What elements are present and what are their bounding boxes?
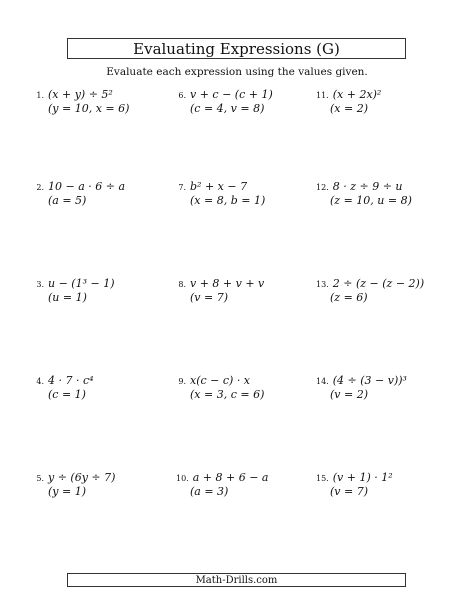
problem-expression: (x + y) ÷ 5² (48, 88, 113, 101)
worksheet-title-text: Evaluating Expressions (G) (133, 39, 340, 58)
problem-values: (v = 7) (190, 291, 229, 304)
problem-expression: a + 8 + 6 − a (192, 471, 269, 484)
problem-number: 2. (36, 183, 44, 192)
problem-15 (316, 471, 456, 498)
problem-number: 1. (36, 91, 44, 100)
problem-expression: x(c − c) · x (190, 374, 251, 387)
worksheet-title (67, 38, 406, 59)
problem-values: (y = 1) (48, 485, 87, 498)
instructions: Evaluate each expression using the values given. (106, 66, 368, 78)
problem-expression: 8 · z ÷ 9 ÷ u (332, 180, 403, 193)
problem-number: 13. (316, 280, 329, 289)
problem-1 (34, 88, 174, 115)
problem-values: (u = 1) (48, 291, 87, 304)
problem-number: 12. (316, 183, 329, 192)
problem-10 (176, 471, 316, 498)
problem-13 (316, 277, 456, 304)
problem-7 (176, 180, 316, 207)
problem-expression: 10 − a · 6 ÷ a (48, 180, 126, 193)
problem-3 (34, 277, 174, 304)
problem-expression: v + 8 + v + v (190, 277, 265, 290)
problem-values: (c = 4, v = 8) (190, 102, 265, 115)
problem-values: (a = 5) (48, 194, 87, 207)
problem-values: (y = 10, x = 6) (48, 102, 130, 115)
problem-5 (34, 471, 174, 498)
problem-values: (v = 7) (330, 485, 369, 498)
problem-values: (z = 6) (330, 291, 368, 304)
problem-expression: (x + 2x)² (332, 88, 382, 101)
problem-expression: (v + 1) · 1² (332, 471, 393, 484)
problem-expression: b² + x − 7 (190, 180, 248, 193)
problem-number: 10. (176, 474, 189, 483)
problem-number: 4. (36, 377, 44, 386)
problem-values: (v = 2) (330, 388, 369, 401)
problem-number: 8. (178, 280, 186, 289)
problem-14 (316, 374, 456, 401)
problem-9 (176, 374, 316, 401)
problem-number: 9. (178, 377, 186, 386)
problem-values: (c = 1) (48, 388, 86, 401)
problem-expression: 2 ÷ (z − (z − 2)) (332, 277, 425, 290)
problem-number: 5. (36, 474, 44, 483)
problem-4 (34, 374, 174, 401)
problem-number: 6. (178, 91, 186, 100)
problem-number: 11. (316, 91, 329, 100)
problem-number: 14. (316, 377, 329, 386)
problem-expression: (4 ÷ (3 − v))³ (332, 374, 407, 387)
problem-number: 3. (36, 280, 44, 289)
problem-values: (x = 3, c = 6) (190, 388, 265, 401)
problem-values: (x = 8, b = 1) (190, 194, 266, 207)
problem-11 (316, 88, 456, 115)
problem-values: (x = 2) (330, 102, 368, 115)
problem-expression: 4 · 7 · c⁴ (48, 374, 94, 387)
problem-values: (a = 3) (190, 485, 229, 498)
problem-expression: v + c − (c + 1) (190, 88, 273, 101)
problem-8 (176, 277, 316, 304)
problem-number: 15. (316, 474, 329, 483)
problem-12 (316, 180, 456, 207)
problem-2 (34, 180, 174, 207)
problem-values: (z = 10, u = 8) (330, 194, 412, 207)
footer (67, 573, 406, 587)
problem-expression: y ÷ (6y ÷ 7) (48, 471, 116, 484)
problem-6 (176, 88, 316, 115)
problem-number: 7. (178, 183, 186, 192)
problem-expression: u − (1³ − 1) (48, 277, 115, 290)
footer-text: Math-Drills.com (195, 574, 278, 586)
